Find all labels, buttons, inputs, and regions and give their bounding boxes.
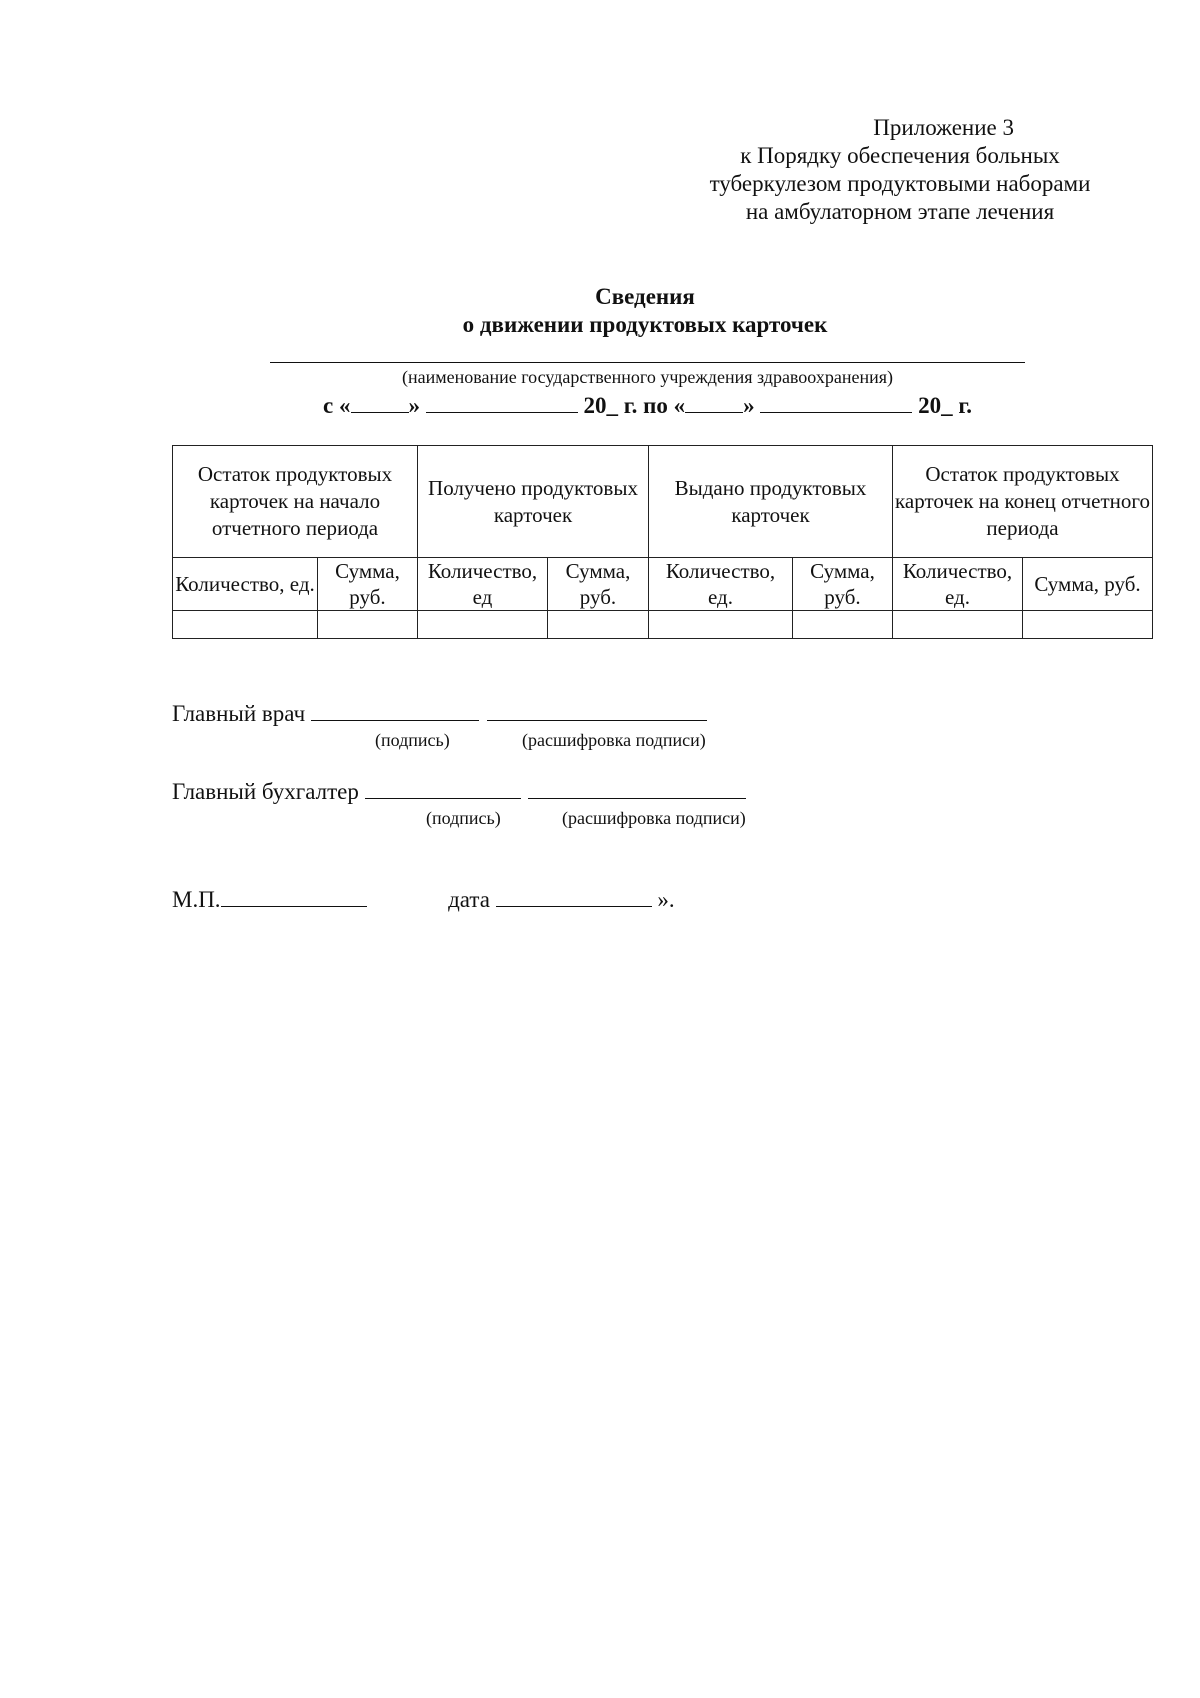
reporting-period — [270, 392, 1025, 420]
chief-doctor-signature-field[interactable] — [311, 700, 479, 721]
period-end-day-field[interactable] — [685, 393, 743, 413]
chief-doctor-signature-caption: (подпись) — [375, 730, 450, 750]
table-cell[interactable] — [418, 611, 548, 639]
subheader-sum: Сумма, руб. — [793, 558, 893, 611]
chief-accountant-signature-caption: (подпись) — [426, 808, 501, 828]
appendix-header — [690, 114, 1110, 226]
table-cell[interactable] — [173, 611, 318, 639]
institution-caption: (наименование государственного учреждения здравоохранения) — [401, 367, 894, 387]
table-row — [173, 611, 1153, 639]
header-opening-balance: Остаток продуктовых карточек на начало отчетного периода — [173, 446, 418, 558]
table-cell[interactable] — [649, 611, 793, 639]
subheader-quantity: Количество, ед — [418, 558, 548, 611]
period-start-year: 20_ г. по « — [583, 393, 686, 418]
date-field[interactable] — [496, 886, 652, 907]
appendix-line-4: на амбулаторном этапе лечения — [745, 199, 1055, 224]
chief-accountant-signature-field[interactable] — [365, 778, 521, 799]
table-cell[interactable] — [548, 611, 649, 639]
table-cell[interactable] — [318, 611, 418, 639]
chief-doctor-decode-caption: (расшифровка подписи) — [522, 730, 706, 750]
title-line-2: о движении продуктовых карточек — [462, 312, 828, 337]
header-received: Получено продуктовых карточек — [418, 446, 649, 558]
chief-accountant-label: Главный бухгалтер — [172, 779, 359, 804]
stamp-field[interactable] — [221, 886, 367, 907]
date-label: дата — [448, 887, 490, 912]
period-close-quote-2: » — [743, 393, 755, 418]
chief-accountant-decode-field[interactable] — [528, 778, 746, 799]
subheader-quantity: Количество, ед. — [893, 558, 1023, 611]
chief-accountant-decode-caption: (расшифровка подписи) — [562, 808, 746, 828]
subheader-sum: Сумма, руб. — [548, 558, 649, 611]
period-end-month-field[interactable] — [760, 393, 912, 413]
period-prefix: с « — [323, 393, 351, 418]
header-closing-balance: Остаток продуктовых карточек на конец отчетного периода — [893, 446, 1153, 558]
period-end-year: 20_ г. — [918, 393, 972, 418]
cards-movement-table — [172, 445, 1153, 639]
period-close-quote: » — [408, 393, 420, 418]
header-issued: Выдано продуктовых карточек — [649, 446, 893, 558]
appendix-line-2: к Порядку обеспечения больных — [740, 143, 1060, 168]
table-cell[interactable] — [893, 611, 1023, 639]
subheader-quantity: Количество, ед. — [649, 558, 793, 611]
institution-name-field[interactable] — [270, 362, 1025, 363]
subheader-sum: Сумма, руб. — [318, 558, 418, 611]
table-cell[interactable] — [1023, 611, 1153, 639]
title-line-1: Сведения — [595, 284, 695, 309]
chief-doctor-decode-field[interactable] — [487, 700, 707, 721]
stamp-label: М.П. — [172, 887, 221, 912]
appendix-number: Приложение 3 — [873, 115, 1014, 140]
period-start-month-field[interactable] — [426, 393, 578, 413]
chief-accountant-signature-row — [172, 778, 746, 806]
appendix-line-3: туберкулезом продуктовыми наборами — [709, 171, 1091, 196]
chief-doctor-signature-row — [172, 700, 707, 728]
subheader-sum: Сумма, руб. — [1023, 558, 1153, 611]
date-end: ». — [657, 887, 675, 912]
subheader-quantity: Количество, ед. — [173, 558, 318, 611]
chief-doctor-label: Главный врач — [172, 701, 306, 726]
stamp-date-row — [172, 886, 675, 914]
period-start-day-field[interactable] — [351, 393, 409, 413]
document-title — [0, 283, 1200, 339]
table-cell[interactable] — [793, 611, 893, 639]
